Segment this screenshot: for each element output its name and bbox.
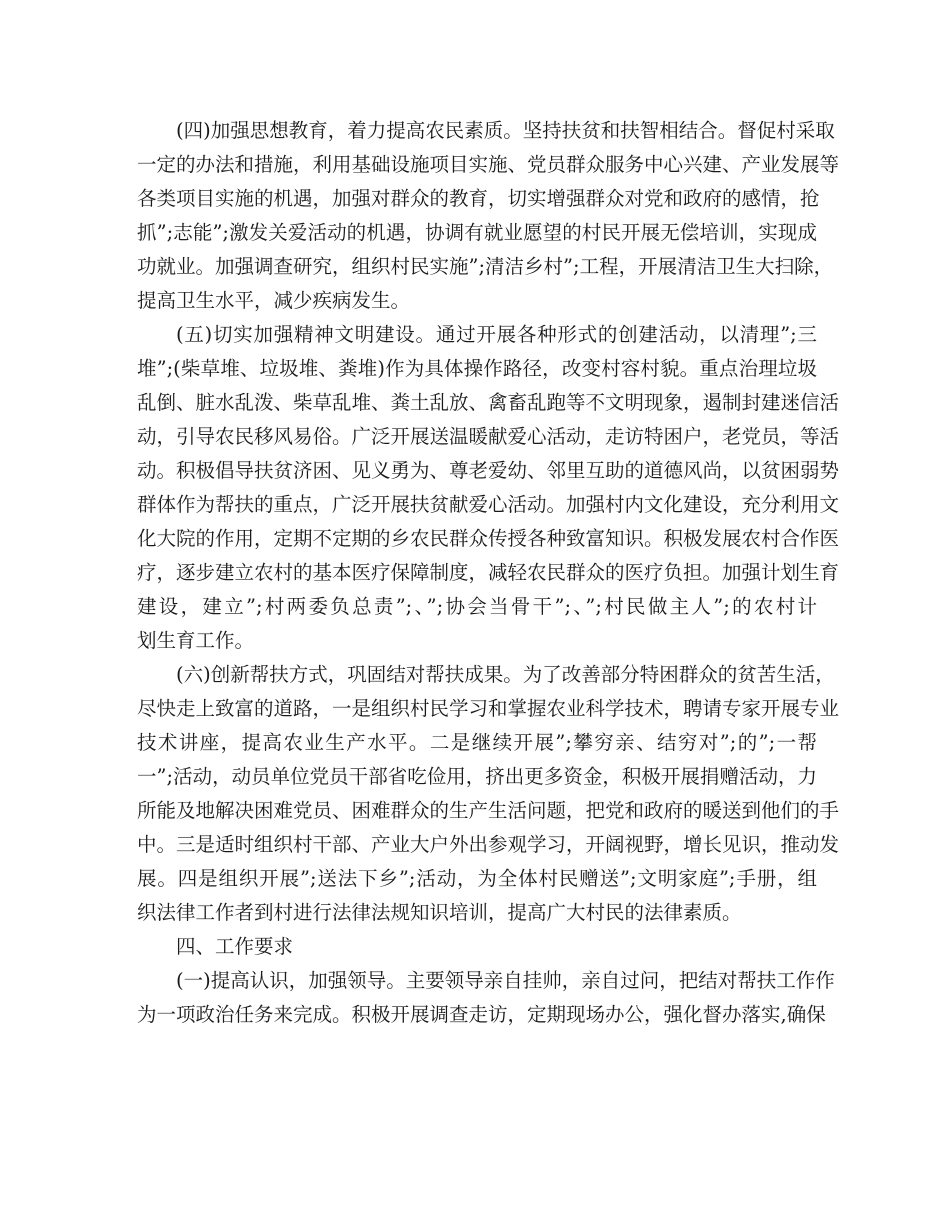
text-line: 化大院的作用，定期不定期的乡农民群众传授各种致富知识。积极发展农村合作医	[137, 527, 840, 550]
section-heading-work-requirements	[137, 930, 817, 964]
text-line: (一)提高认识，加强领导。主要领导亲自挂帅，亲自过问，把结对帮扶工作作	[176, 969, 835, 992]
text-line: 功就业。加强调查研究，组织村民实施”;清洁乡村”;工程，开展清洁卫生大扫除，	[137, 255, 834, 278]
text-line: 动。积极倡导扶贫济困、见义勇为、尊老爱幼、邻里互助的道德风尚，以贫困弱势	[137, 459, 840, 482]
text-line: (六)创新帮扶方式，巩固结对帮扶成果。为了改善部分特困群众的贫苦生活，	[176, 663, 835, 686]
text-line: 技术讲座，提高农业生产水平。二是继续开展”;攀穷亲、结穷对”;的”;一帮	[137, 731, 817, 754]
text-line: 提高卫生水平，减少疾病发生。	[137, 289, 411, 312]
text-line: 一定的办法和措施，利用基础设施项目实施、党员群众服务中心兴建、产业发展等	[137, 153, 840, 176]
paragraph-strengthen-education	[137, 114, 840, 318]
text-line: 堆”;(柴草堆、垃圾堆、粪堆)作为具体操作路径，改变村容村貌。重点治理垃圾	[137, 357, 817, 380]
text-line: 划生育工作。	[137, 629, 255, 652]
text-line: 建设，建立”;村两委负总责”;、”;协会当骨干”;、”;村民做主人”;的农村计	[137, 595, 817, 618]
paragraph-raise-awareness	[137, 964, 835, 1032]
text-line: 群体作为帮扶的重点，广泛开展扶贫献爱心活动。加强村内文化建设，充分利用文	[137, 493, 840, 516]
text-line: 展。四是组织开展”;送法下乡”;活动，为全体村民赠送”;文明家庭”;手册，组	[137, 867, 817, 890]
text-line: (五)切实加强精神文明建设。通过开展各种形式的创建活动，以清理”;三	[176, 323, 817, 346]
text-line: 织法律工作者到村进行法律法规知识培训，提高广大村民的法律素质。	[137, 901, 742, 924]
text-line: 中。三是适时组织村干部、产业大户外出参观学习，开阔视野，增长见识，推动发	[137, 833, 840, 856]
section-heading: 四、工作要求	[176, 935, 294, 958]
text-line: 乱倒、脏水乱泼、柴草乱堆、粪土乱放、禽畜乱跑等不文明现象，遏制封建迷信活	[137, 391, 840, 414]
text-line: 各类项目实施的机遇，加强对群众的教育，切实增强群众对党和政府的感情，抢	[137, 187, 820, 210]
paragraph-innovate-assistance	[137, 658, 840, 930]
text-line: 一”;活动，动员单位党员干部省吃俭用，挤出更多资金，积极开展捐赠活动，力	[137, 765, 817, 788]
text-line: (四)加强思想教育，着力提高农民素质。坚持扶贫和扶智相结合。督促村采取	[176, 119, 835, 142]
text-line: 为一项政治任务来完成。积极开展调查走访，定期现场办公，强化督办落实,确保	[137, 1003, 826, 1026]
text-line: 抓”;志能”;激发关爱活动的机遇，协调有就业愿望的村民开展无偿培训，实现成	[137, 221, 817, 244]
text-line: 疗，逐步建立农村的基本医疗保障制度，减轻农民群众的医疗负担。加强计划生育	[137, 561, 840, 584]
text-line: 所能及地解决困难党员、困难群众的生产生活问题，把党和政府的暖送到他们的手	[137, 799, 840, 822]
paragraph-spiritual-civilization	[137, 318, 840, 658]
document-body	[137, 114, 840, 1032]
text-line: 尽快走上致富的道路，一是组织村民学习和掌握农业科学技术，聘请专家开展专业	[137, 697, 840, 720]
text-line: 动，引导农民移风易俗。广泛开展送温暖献爱心活动，走访特困户，老党员，等活	[137, 425, 840, 448]
